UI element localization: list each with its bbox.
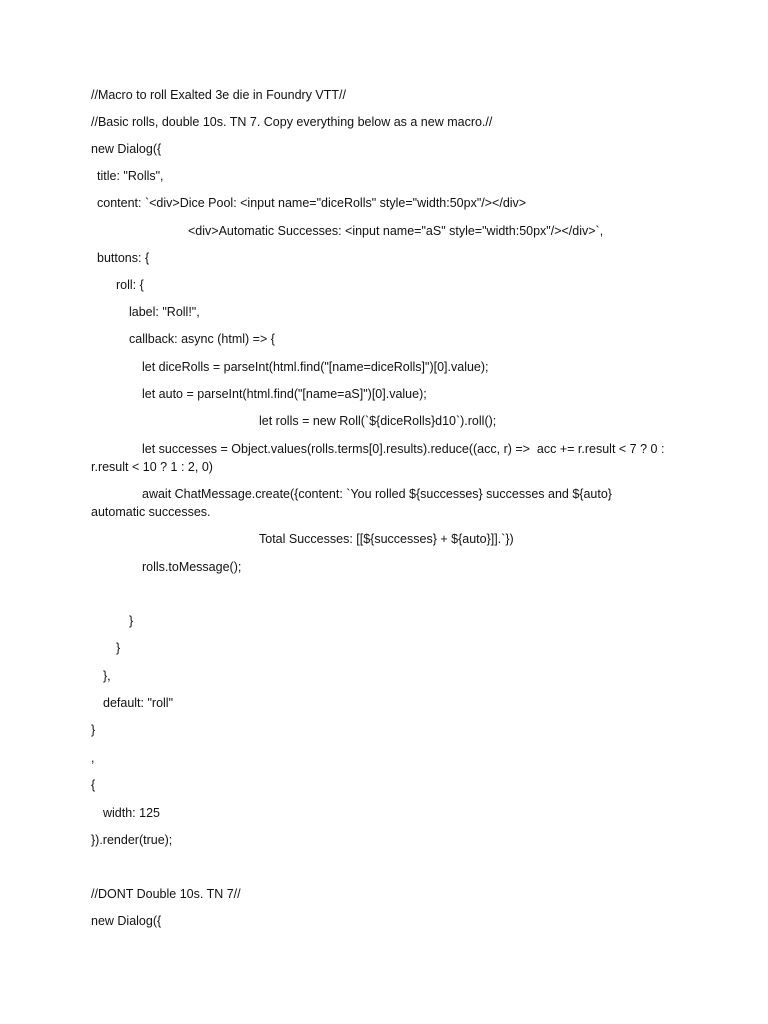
code-line: let rolls = new Roll(`${diceRolls}d10`).roll();	[259, 414, 497, 428]
code-line: }	[129, 614, 134, 628]
code-line: //Basic rolls, double 10s. TN 7. Copy everything below as a new macro.//	[91, 115, 493, 129]
code-line: default: "roll"	[103, 696, 174, 710]
code-line: buttons: {	[97, 251, 150, 265]
code-line: let auto = parseInt(html.find("[name=aS]")[0].value);	[142, 387, 427, 401]
code-line: content: `<div>Dice Pool: <input name="diceRolls" style="width:50px"/></div>	[97, 196, 527, 210]
code-line: title: "Rolls",	[97, 169, 164, 183]
code-line: r.result < 10 ? 1 : 2, 0)	[91, 460, 213, 474]
code-line: label: "Roll!",	[129, 305, 200, 319]
code-line: //Macro to roll Exalted 3e die in Foundry VTT//	[91, 88, 346, 102]
code-line: callback: async (html) => {	[129, 332, 275, 346]
code-line: }	[91, 723, 96, 737]
code-line: roll: {	[116, 278, 144, 292]
code-line: let diceRolls = parseInt(html.find("[name=diceRolls]")[0].value);	[142, 360, 489, 374]
code-line: Total Successes: [[${successes} + ${auto}]].`})	[259, 532, 514, 546]
code-line: new Dialog({	[91, 142, 162, 156]
code-line: <div>Automatic Successes: <input name="aS" style="width:50px"/></div>`,	[188, 224, 604, 238]
code-line: await ChatMessage.create({content: `You rolled ${successes} successes and ${auto}	[142, 487, 612, 501]
code-line: width: 125	[103, 806, 160, 820]
code-line: }	[116, 641, 121, 655]
code-line: automatic successes.	[91, 505, 211, 519]
code-line: }).render(true);	[91, 833, 173, 847]
code-line: let successes = Object.values(rolls.terms[0].results).reduce((acc, r) => acc += r.result < 7 ? 0 :	[142, 442, 665, 456]
code-line: rolls.toMessage();	[142, 560, 242, 574]
code-line: },	[103, 669, 111, 683]
code-line: new Dialog({	[91, 914, 162, 928]
code-line: {	[91, 778, 96, 792]
code-line: //DONT Double 10s. TN 7//	[91, 887, 241, 901]
code-line: ,	[91, 751, 95, 765]
